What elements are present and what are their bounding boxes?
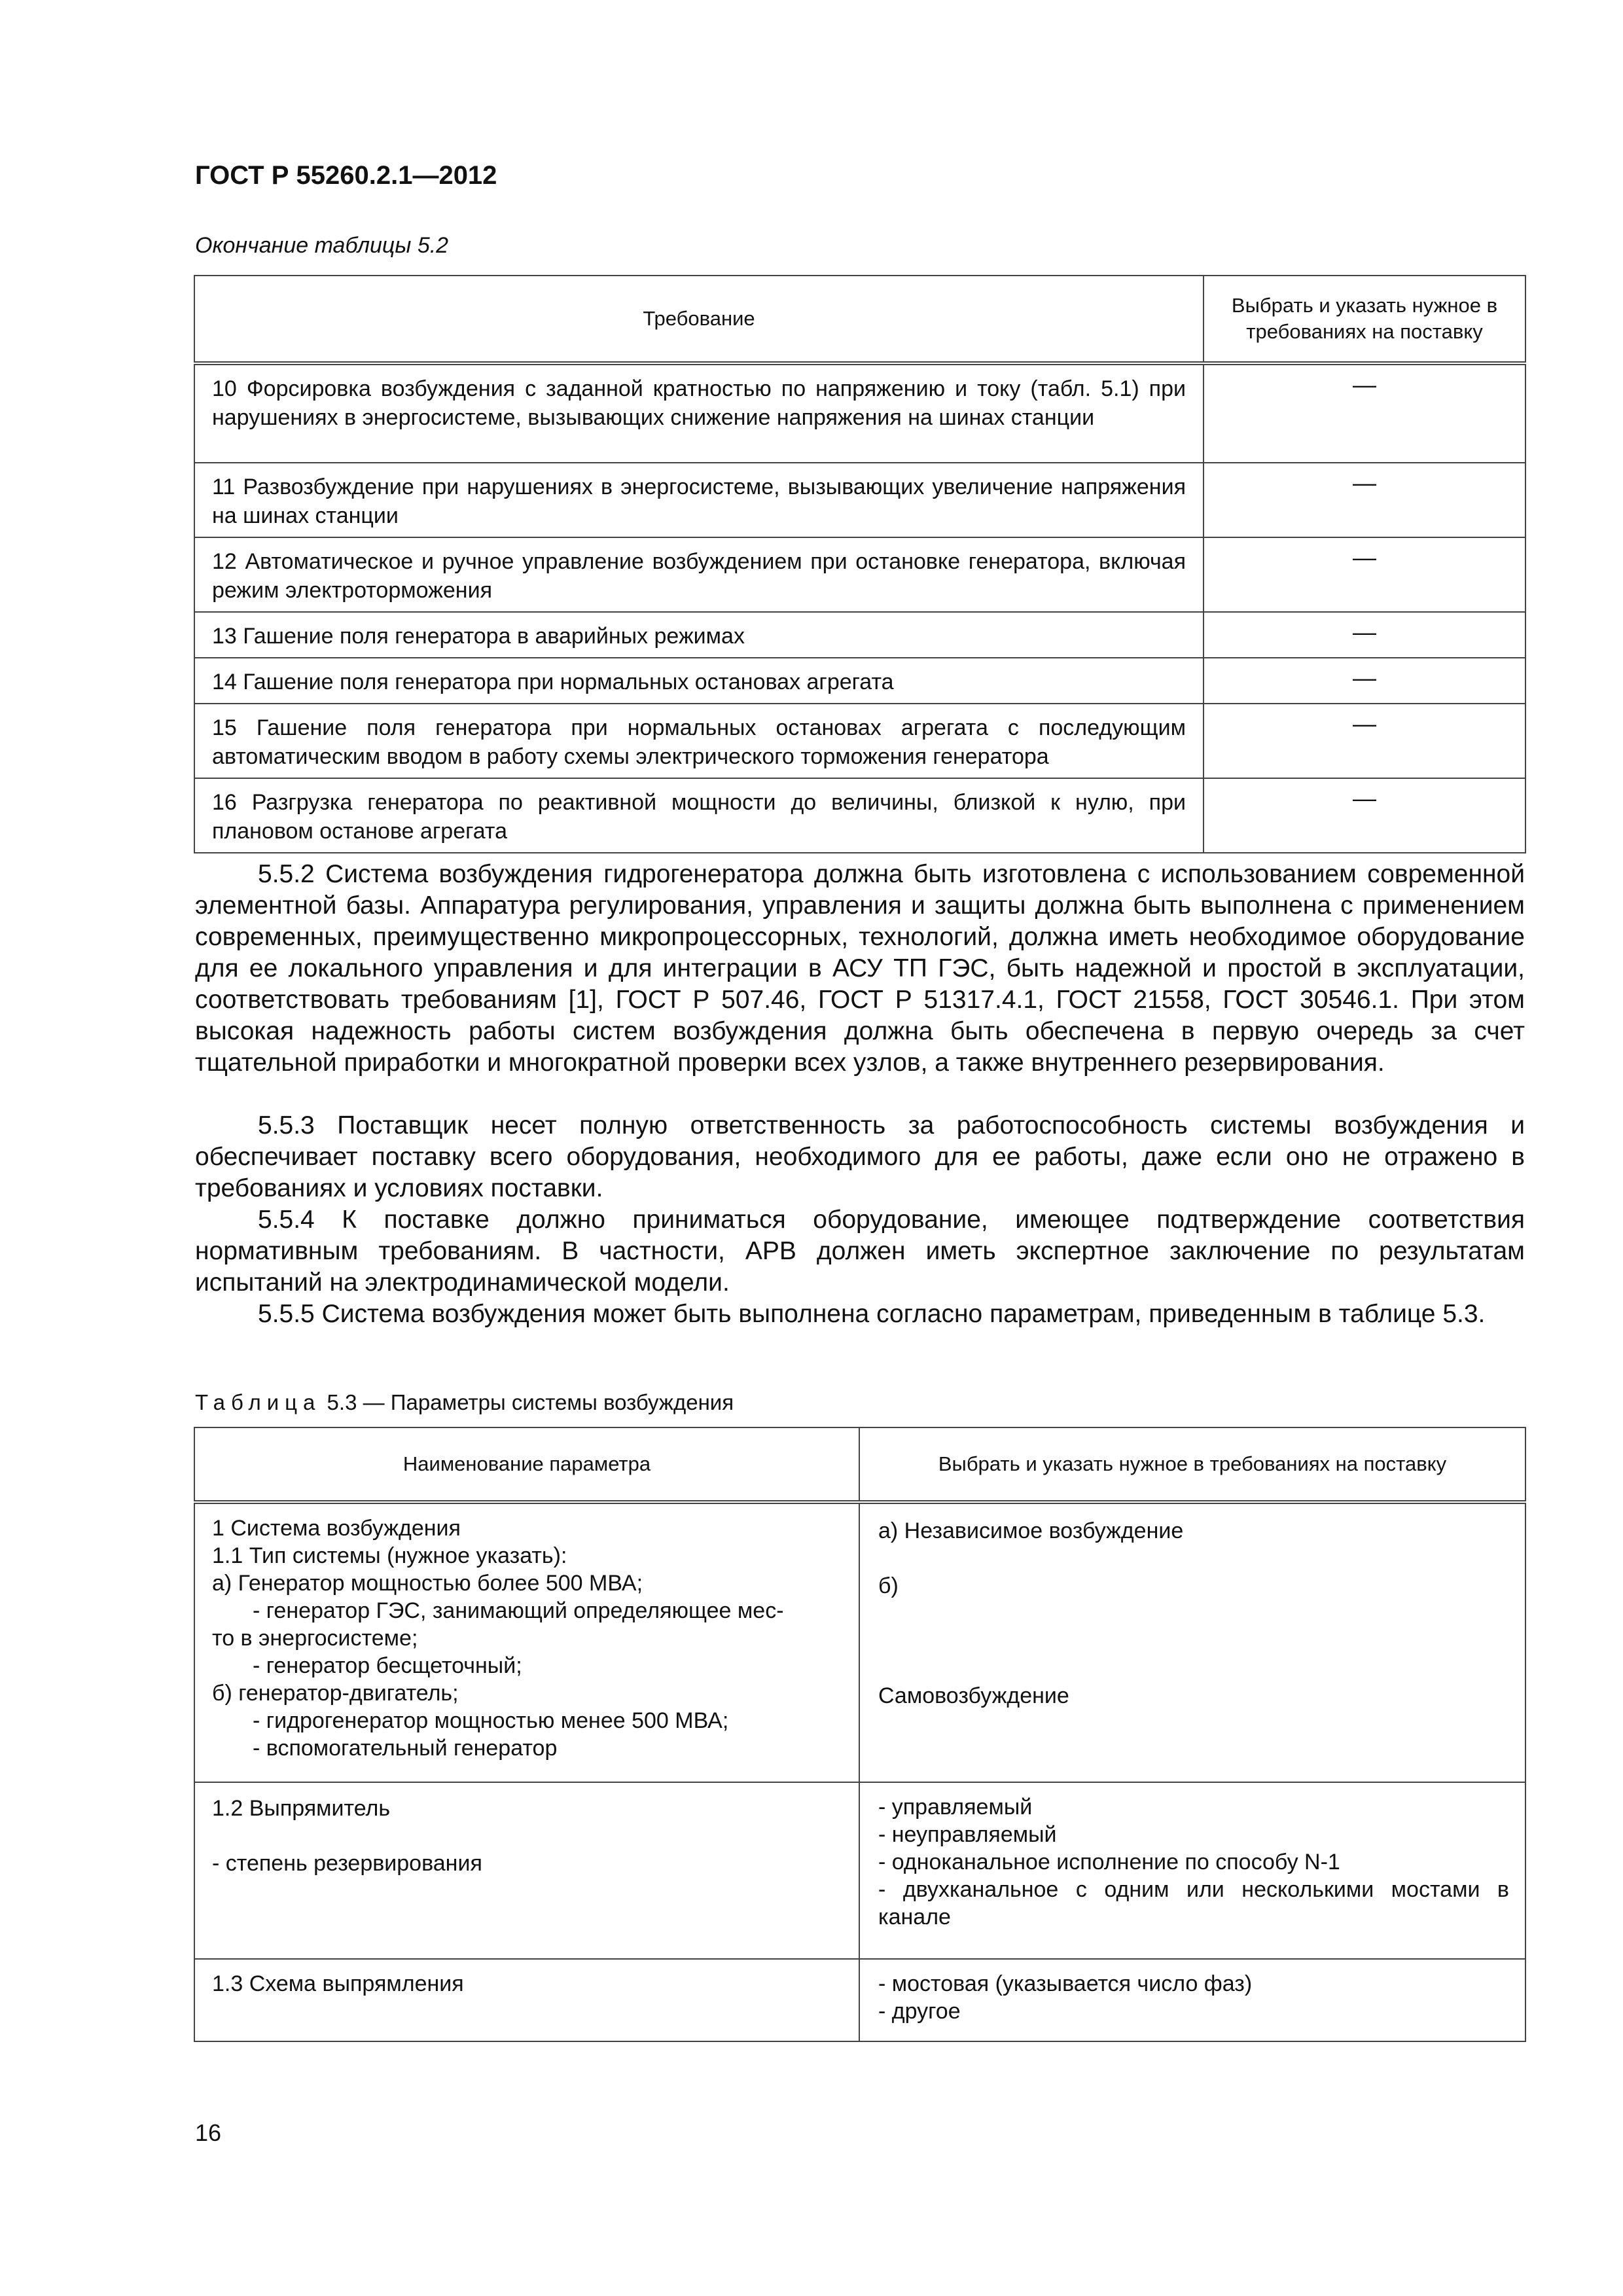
requirement-cell: 12 Автоматическое и ручное управление возбуждением при остановке генератора, включая режим электроторможения <box>194 537 1204 612</box>
cell-line: - мостовая (указывается число фаз) <box>878 1971 1253 1996</box>
requirement-cell: 10 Форсировка возбуждения с заданной кратностью по напряжению и току (табл. 5.1) при нарушениях в энергосистеме, вызывающих снижение напряжения на шинах станции <box>194 363 1204 463</box>
paragraph-text: 5.5.5 Система возбуждения может быть выполнена согласно параметрам, приведенным в таблице 5.3. <box>258 1300 1486 1328</box>
table-row <box>194 1502 1525 1782</box>
cell-line: - генератор ГЭС, занимающий определяющее мес- <box>253 1598 784 1623</box>
requirement-cell: 15 Гашение поля генератора при нормальных остановах агрегата с последующим автоматическим вводом в работу схемы электрического торможения генератора <box>194 704 1204 778</box>
table-row <box>194 1959 1525 2041</box>
cell-line: б) <box>878 1573 899 1598</box>
requirement-cell: 14 Гашение поля генератора при нормальных остановах агрегата <box>194 658 1204 704</box>
requirement-cell: 16 Разгрузка генератора по реактивной мощности до величины, близкой к нулю, при плановом останове агрегата <box>194 778 1204 853</box>
paragraph-text: 5.5.4 К поставке должно приниматься оборудование, имеющее подтверждение соответствия нормативным требованиям. В частности, АРВ должен иметь экспертное заключение по результатам испытаний на электродинамической модели. <box>195 1206 1525 1297</box>
table-row <box>194 363 1525 463</box>
cell-line: Самовозбуждение <box>878 1683 1069 1708</box>
paragraph-5-5-3 <box>195 1110 1525 1204</box>
table-row <box>194 612 1525 658</box>
cell-line: б) генератор-двигатель; <box>212 1681 459 1706</box>
cell-line: а) Генератор мощностью более 500 МВА; <box>212 1571 643 1596</box>
paragraph-5-5-5 <box>195 1299 1525 1330</box>
parameter-cell <box>194 1782 859 1959</box>
cell-line: - вспомогательный генератор <box>253 1736 558 1761</box>
cell-line: 1.3 Схема выпрямления <box>212 1971 464 1996</box>
table-row <box>194 658 1525 704</box>
cell-line: - гидрогенератор мощностью менее 500 МВА; <box>253 1708 729 1733</box>
paragraph-text: 5.5.3 Поставщик несет полную ответственность за работоспособность системы возбуждения и обеспечивает поставку всего оборудования, необходимого для ее работы, даже если оно не отражено в требованиях и условиях поставки. <box>195 1111 1525 1202</box>
cell-line: - неуправляемый <box>878 1822 1057 1847</box>
value-cell: — <box>1204 704 1525 778</box>
table-caption-text: 5.3 — Параметры системы возбуждения <box>321 1390 734 1414</box>
cell-line: 1.2 Выпрямитель <box>212 1796 391 1821</box>
table-header <box>194 1427 1525 1502</box>
value-cell <box>859 1782 1525 1959</box>
value-cell <box>859 1959 1525 2041</box>
table-5-3-caption <box>195 1390 734 1415</box>
page-number: 16 <box>195 2119 222 2146</box>
value-cell: — <box>1204 463 1525 537</box>
paragraph-text: 5.5.2 Система возбуждения гидрогенератора должна быть изготовлена с использованием современной элементной базы. Аппаратура регулирования, управления и защиты должна быть выполнена с применением современных, преимущественно микропроцессорных, технологий, должна иметь необходимое оборудование для ее локального управления и для интеграции в АСУ ТП ГЭС, быть надежной и простой в эксплуатации, соответствовать требованиям [1], ГОСТ Р 507.46, ГОСТ Р 51317.4.1, ГОСТ 21558, ГОСТ 30546.1. При этом высокая надежность работы систем возбуждения должна быть обеспечена в первую очередь за счет тщательной приработки и многократной проверки всех узлов, а также внутреннего резервирования. <box>195 860 1525 1077</box>
value-cell <box>859 1502 1525 1782</box>
value-cell: — <box>1204 537 1525 612</box>
paragraph-5-5-2 <box>195 859 1525 1079</box>
table-row <box>194 778 1525 853</box>
column-header-requirement: Требование <box>194 276 1204 363</box>
parameter-cell <box>194 1502 859 1782</box>
table-5-2-caption: Окончание таблицы 5.2 <box>195 233 449 258</box>
paragraph-5-5-4 <box>195 1204 1525 1299</box>
cell-line: - степень резервирования <box>212 1851 482 1876</box>
table-header <box>194 276 1525 363</box>
cell-line: а) Независимое возбуждение <box>878 1518 1184 1543</box>
cell-line: 1.1 Тип системы (нужное указать): <box>212 1543 567 1568</box>
table-row <box>194 1782 1525 1959</box>
column-header-parameter: Наименование параметра <box>194 1427 859 1502</box>
cell-line: - двухканальное с одним или несколькими мостами в канале <box>878 1877 1509 1929</box>
cell-line: - одноканальное исполнение по способу N-1 <box>878 1850 1340 1874</box>
table-row <box>194 537 1525 612</box>
value-cell: — <box>1204 658 1525 704</box>
value-cell: — <box>1204 363 1525 463</box>
table-label: Таблица <box>195 1390 321 1414</box>
table-row <box>194 704 1525 778</box>
column-header-choose: Выбрать и указать нужное в требованиях на поставку <box>859 1427 1525 1502</box>
requirement-cell: 11 Развозбуждение при нарушениях в энергосистеме, вызывающих увеличение напряжения на шинах станции <box>194 463 1204 537</box>
cell-line: то в энергосистеме; <box>212 1626 418 1651</box>
cell-line: - другое <box>878 1999 961 2024</box>
column-header-choose: Выбрать и указать нужное в требованиях на поставку <box>1204 276 1525 363</box>
value-cell: — <box>1204 612 1525 658</box>
table-5-2 <box>194 275 1526 853</box>
cell-line: - генератор бесщеточный; <box>253 1653 522 1678</box>
parameter-cell <box>194 1959 859 2041</box>
table-5-3 <box>194 1427 1526 2042</box>
value-cell: — <box>1204 778 1525 853</box>
requirement-cell: 13 Гашение поля генератора в аварийных режимах <box>194 612 1204 658</box>
cell-line: - управляемый <box>878 1795 1033 1820</box>
document-title: ГОСТ Р 55260.2.1—2012 <box>195 161 497 190</box>
table-row <box>194 463 1525 537</box>
cell-line: 1 Система возбуждения <box>212 1516 461 1541</box>
